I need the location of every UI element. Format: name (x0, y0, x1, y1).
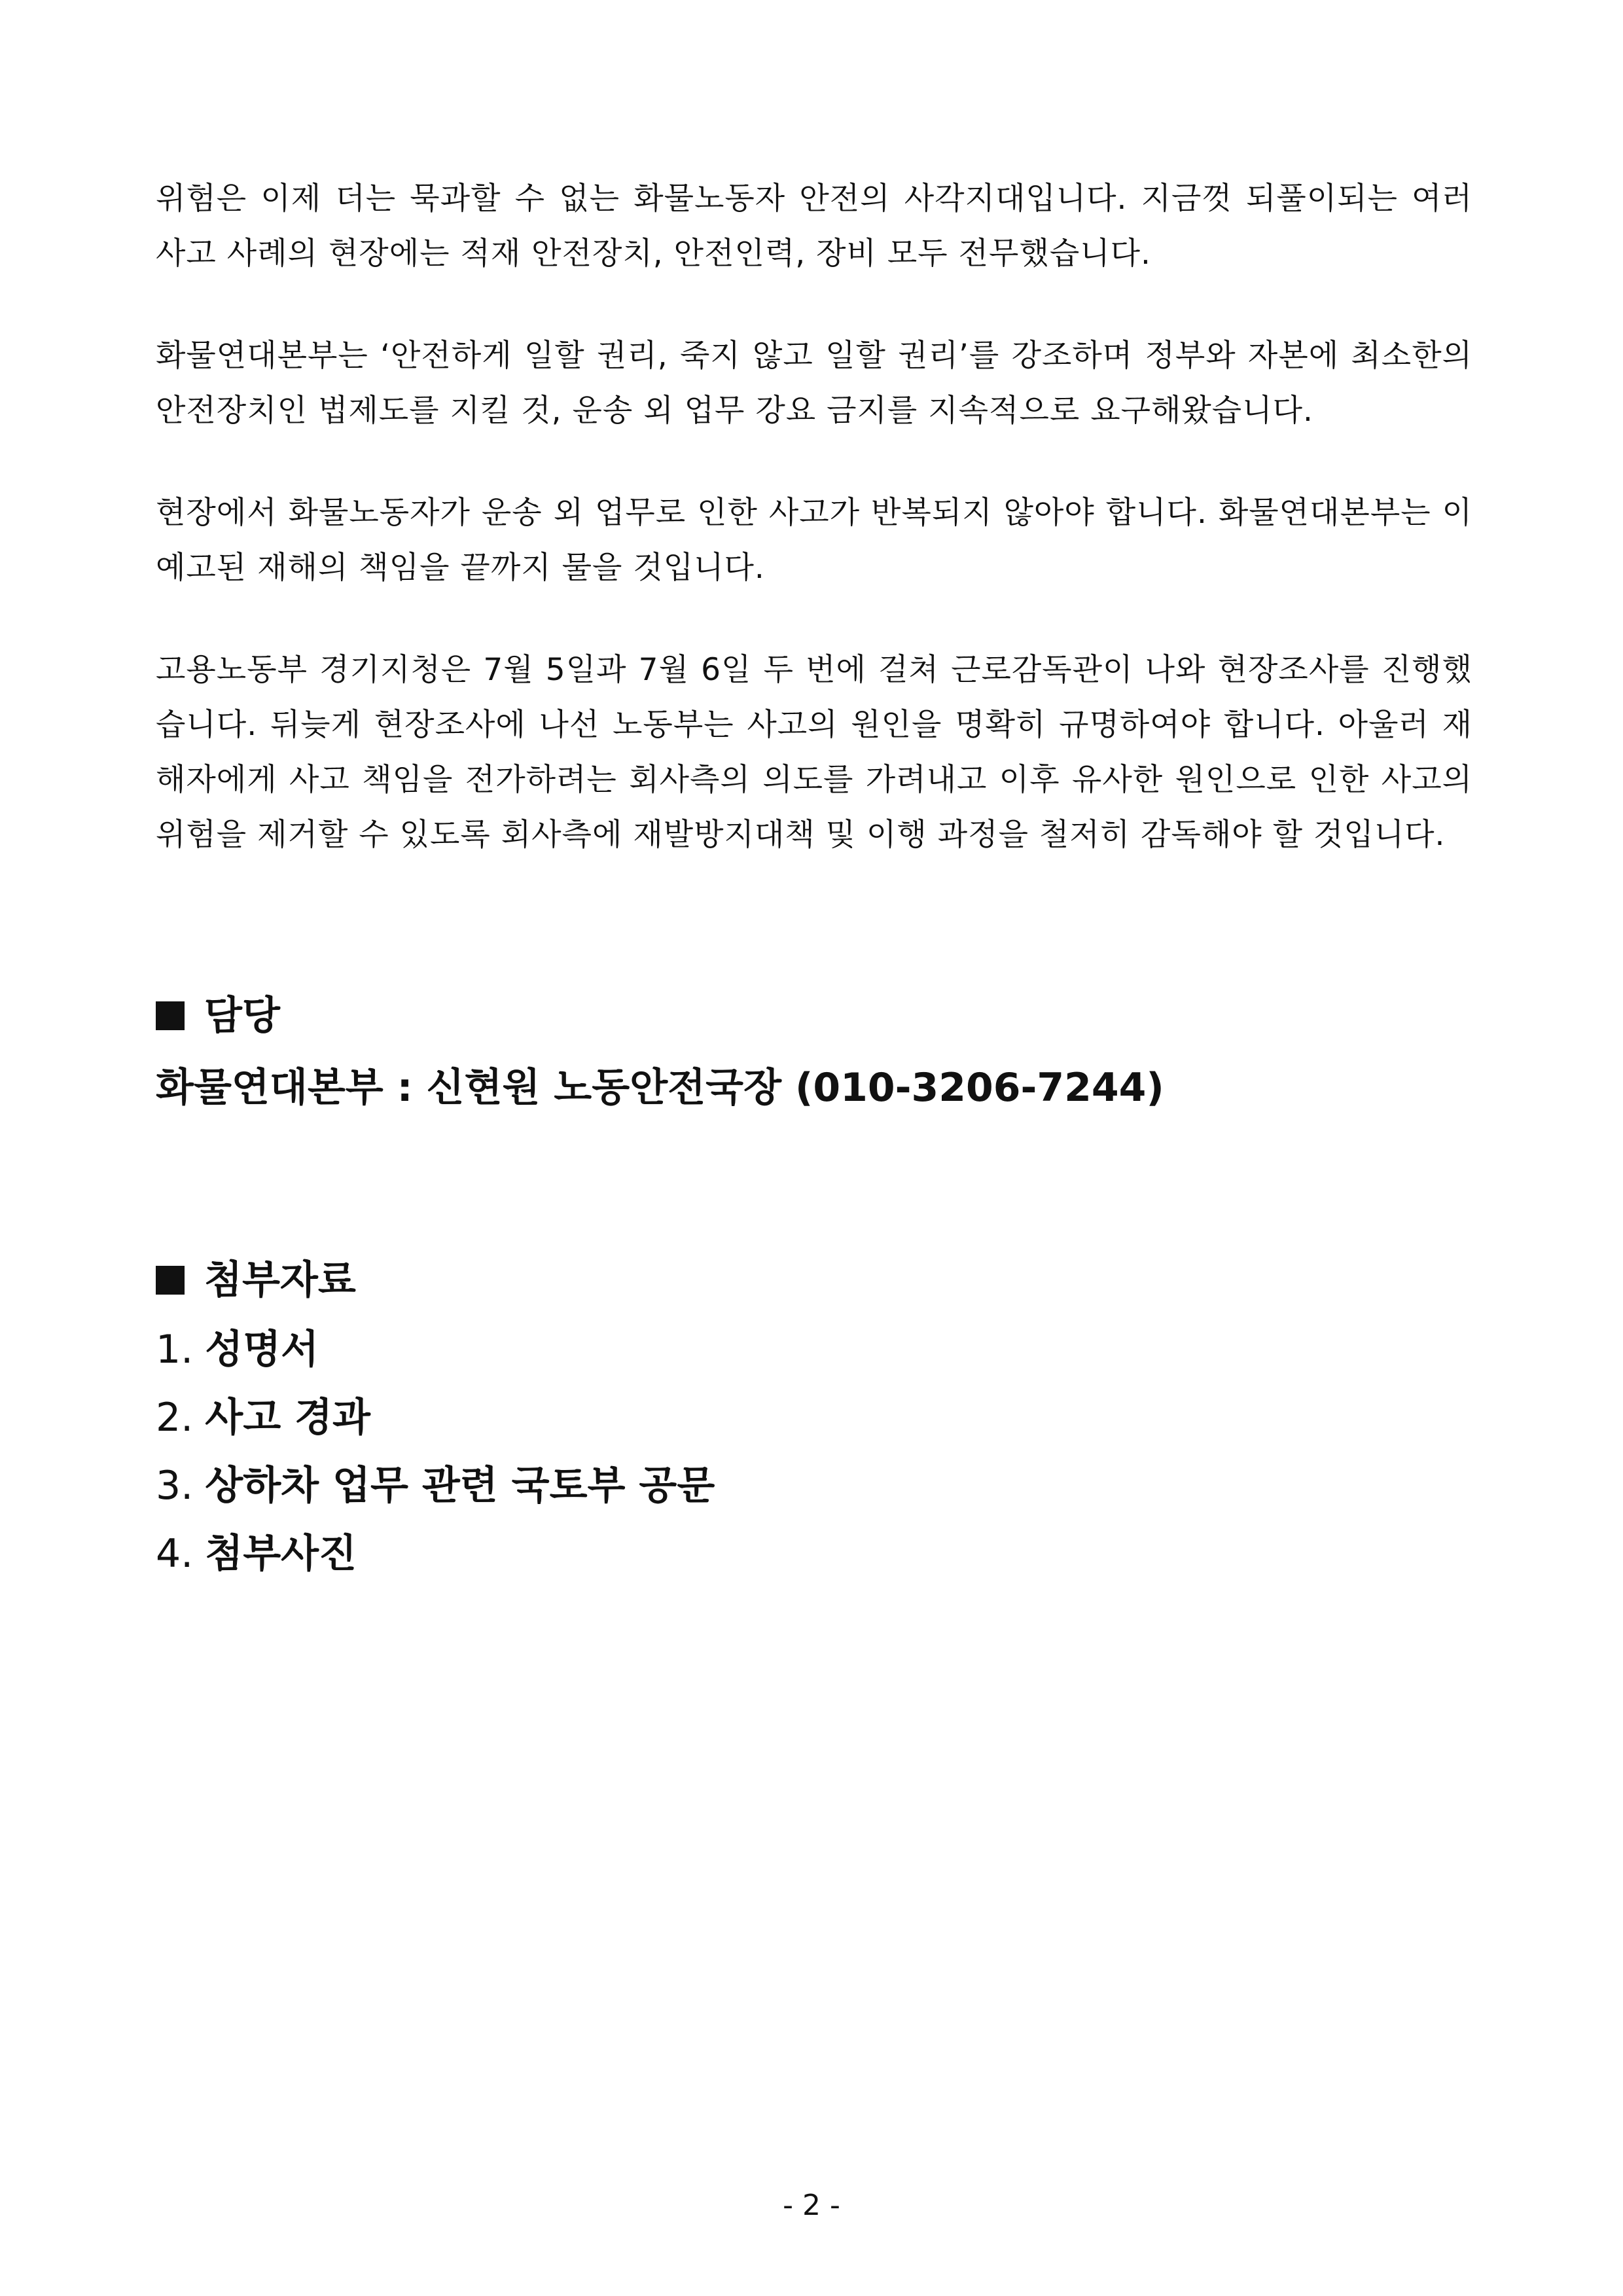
paragraph-3: 현장에서 화물노동자가 운송 외 업무로 인한 사고가 반복되지 않아야 합니다. 화물연대본부는 이 예고된 재해의 책임을 끝까지 물을 것입니다. (156, 495, 1472, 586)
contact-heading-label: 담당 (204, 993, 280, 1039)
list-item-label: 상하차 업무 관련 국토부 공문 (205, 1463, 715, 1509)
list-item (156, 1520, 715, 1588)
list-item (156, 1384, 715, 1452)
list-item-number: 1. (156, 1327, 194, 1372)
list-item-number: 3. (156, 1463, 194, 1509)
paragraph-2: 화물연대본부는 ‘안전하게 일할 권리, 죽지 않고 일할 권리’를 강조하며 정부와 자본에 최소한의 안전장치인 법제도를 지킬 것, 운송 외 업무 강요 금지를 지속적으로 요구해왔습니다. (156, 338, 1472, 429)
list-item-number: 4. (156, 1531, 194, 1577)
contact-line: 화물연대본부 : 신현원 노동안전국장 (010-3206-7244) (156, 1065, 1164, 1111)
contact-heading (156, 990, 280, 1042)
list-item (156, 1316, 715, 1384)
list-item-label: 사고 경과 (205, 1395, 370, 1441)
attachments-heading-label: 첨부자료 (204, 1257, 356, 1303)
list-item-label: 성명서 (205, 1327, 319, 1372)
paragraph-4: 고용노동부 경기지청은 7월 5일과 7월 6일 두 번에 걸쳐 근로감독관이 나와 현장조사를 진행했습니다. 뒤늦게 현장조사에 나선 노동부는 사고의 원인을 명확히 규명하여야 합니다. 아울러 재해자에게 사고 책임을 전가하려는 회사측의 의도를 가려내고 이후 유사한 원인으로 인한 사고의 위험을 제거할 수 있도록 회사측에 재발방지대책 및 이행 과정을 철저히 감독해야 할 것입니다. (156, 652, 1472, 853)
black-square-icon (156, 1001, 185, 1030)
black-square-icon (156, 1266, 185, 1295)
list-item (156, 1452, 715, 1520)
page-number: - 2 - (783, 2189, 840, 2222)
list-item-number: 2. (156, 1395, 194, 1441)
attachments-heading (156, 1254, 356, 1306)
attachments-list (156, 1316, 715, 1588)
paragraph-1: 위험은 이제 더는 묵과할 수 없는 화물노동자 안전의 사각지대입니다. 지금껏 되풀이되는 여러 사고 사례의 현장에는 적재 안전장치, 안전인력, 장비 모두 전무했습니다. (156, 181, 1472, 272)
list-item-label: 첨부사진 (205, 1531, 357, 1577)
